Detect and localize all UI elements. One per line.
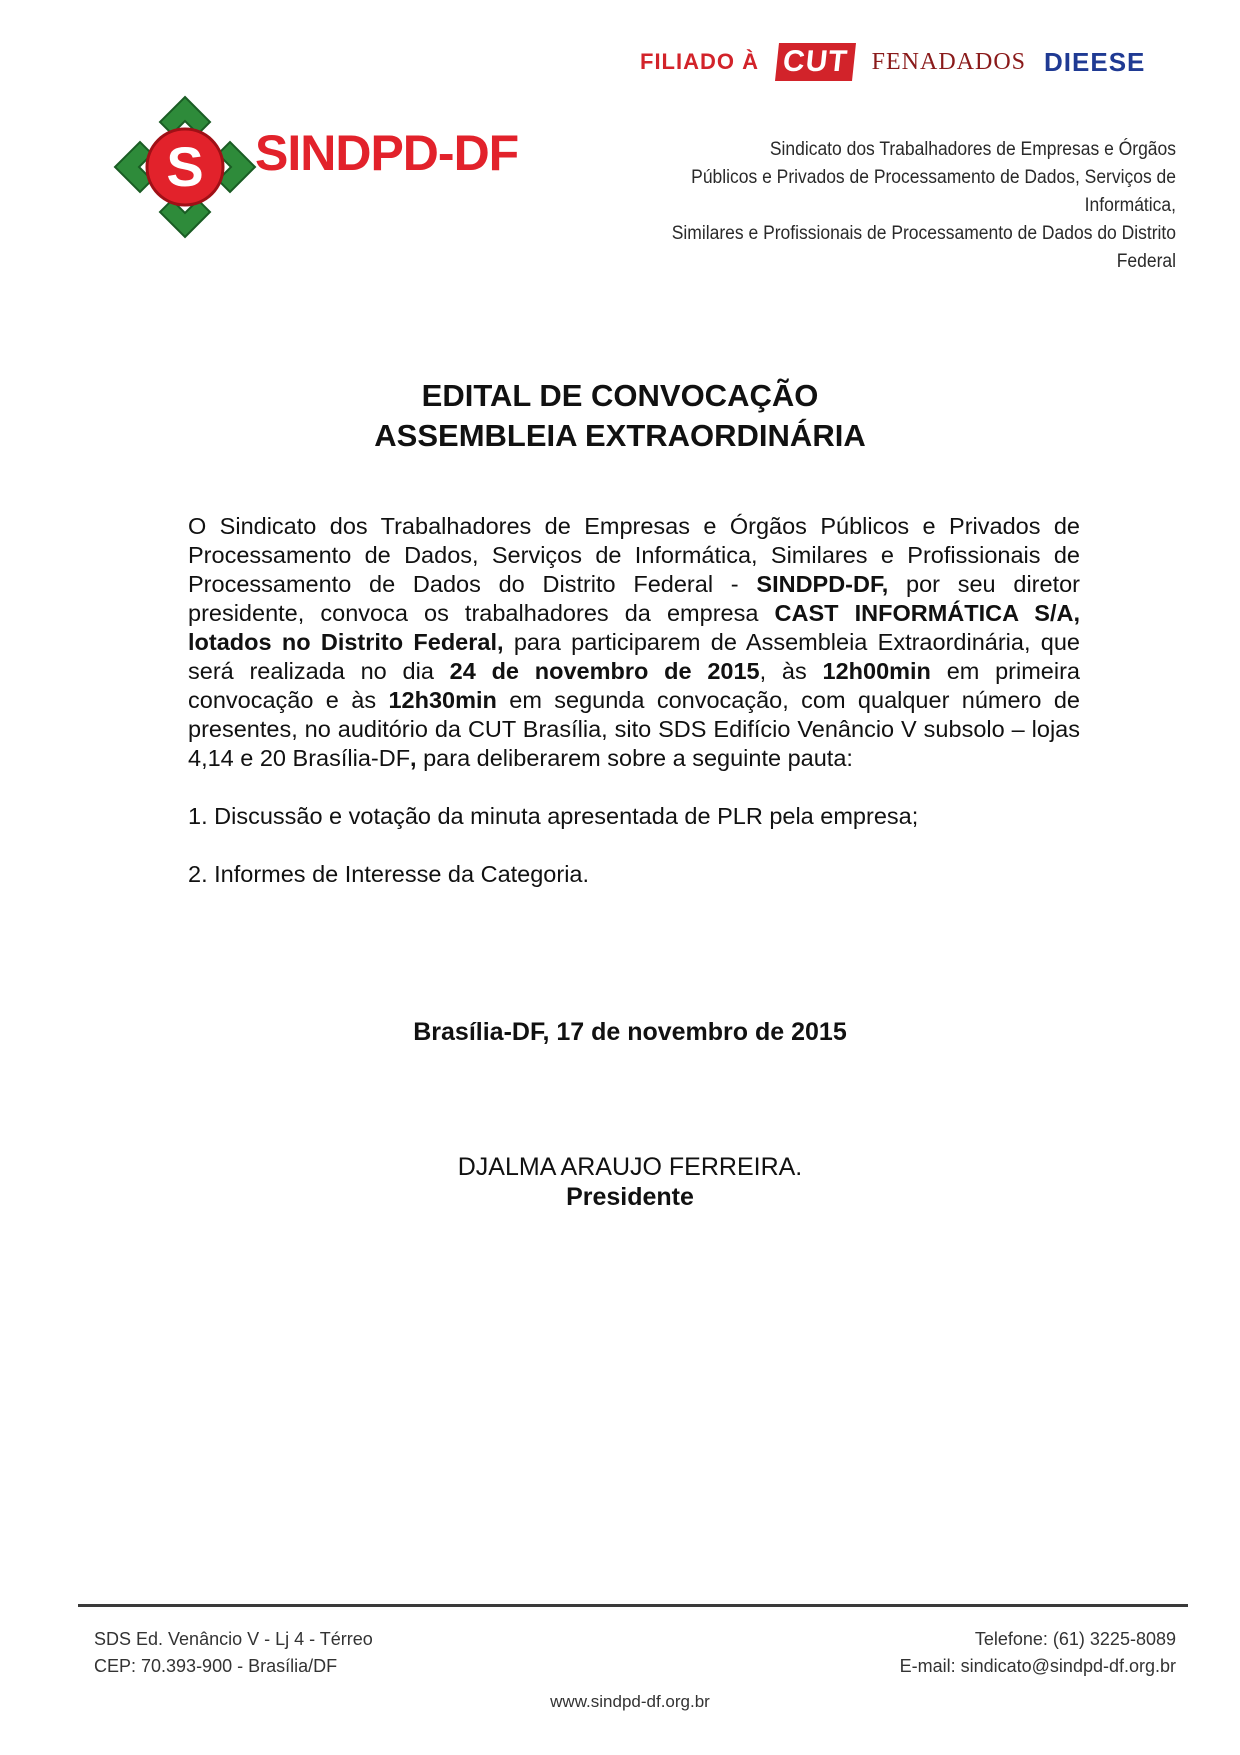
- agenda-item: 2. Informes de Interesse da Categoria.: [188, 861, 590, 887]
- body-text: para deliberarem sobre a seguinte pauta:: [416, 745, 853, 771]
- footer-address: [94, 1626, 373, 1680]
- body-text: , às: [759, 658, 823, 684]
- email: E-mail: sindicato@sindpd-df.org.br: [899, 1656, 1176, 1676]
- union-description-line: Públicos e Privados de Processamento de Dados, Serviços de Informática,: [691, 167, 1176, 216]
- body-text: em primeira convocação e às: [188, 658, 1080, 713]
- dieese-logo: DIEESE: [1044, 46, 1146, 77]
- body-comma: ,: [410, 745, 417, 771]
- title-line-1: EDITAL DE CONVOCAÇÃO: [421, 378, 819, 413]
- address-line-1: SDS Ed. Venâncio V - Lj 4 - Térreo: [94, 1629, 373, 1649]
- sindpd-logo-text: SINDPD-DF: [255, 125, 519, 181]
- signer-name: DJALMA ARAUJO FERREIRA.: [457, 1153, 803, 1181]
- affiliation-label: FILIADO À: [640, 49, 759, 74]
- convocation-paragraph: [188, 512, 1080, 773]
- fenadados-logo: FENADADOS: [871, 48, 1027, 75]
- footer-divider: [78, 1604, 1188, 1607]
- cut-logo: CUT: [775, 43, 856, 81]
- union-description: [624, 136, 1176, 276]
- sindpd-logo: [110, 92, 570, 242]
- affiliation-bar: [640, 42, 1200, 82]
- svg-text:S: S: [166, 135, 204, 198]
- footer-contact: [900, 1626, 1176, 1680]
- body-text: para participarem de Assembleia Extraordinária, que será realizada no dia: [188, 629, 1080, 684]
- assembly-date: 24 de novembro de 2015: [449, 658, 760, 684]
- union-description-line: Similares e Profissionais de Processamento de Dados do Distrito Federal: [671, 223, 1176, 272]
- first-call-time: 12h00min: [822, 658, 931, 684]
- body-text: O Sindicato dos Trabalhadores de Empresas e Órgãos Públicos e Privados de Processamento de Dados, Serviços de Informática, Similares e Profissionais de Processamento de Dados do Distrito Federal -: [188, 513, 1080, 597]
- company-name: CAST INFORMÁTICA S/A, lotados no Distrito Federal,: [188, 600, 1080, 655]
- agenda-item: 1. Discussão e votação da minuta apresentada de PLR pela empresa;: [188, 803, 919, 829]
- second-call-time: 12h30min: [388, 687, 497, 713]
- website: www.sindpd-df.org.br: [550, 1692, 710, 1711]
- sindpd-emblem-icon: [110, 92, 260, 242]
- org-name: SINDPD-DF,: [756, 571, 889, 597]
- document-title: [0, 376, 1240, 456]
- body-text: em segunda convocação, com qualquer número de presentes, no auditório da CUT Brasília, sito SDS Edifício Venâncio V subsolo – lojas 4,14 e 20 Brasília-DF: [188, 687, 1080, 771]
- address-line-2: CEP: 70.393-900 - Brasília/DF: [94, 1656, 338, 1676]
- body-text: por seu diretor presidente, convoca os trabalhadores da empresa: [188, 571, 1080, 626]
- place-date: Brasília-DF, 17 de novembro de 2015: [413, 1018, 847, 1046]
- union-description-line: Sindicato dos Trabalhadores de Empresas e Órgãos: [769, 139, 1176, 160]
- signer-title: Presidente: [566, 1183, 694, 1211]
- phone: Telefone: (61) 3225-8089: [974, 1629, 1176, 1649]
- title-line-2: ASSEMBLEIA EXTRAORDINÁRIA: [374, 418, 866, 453]
